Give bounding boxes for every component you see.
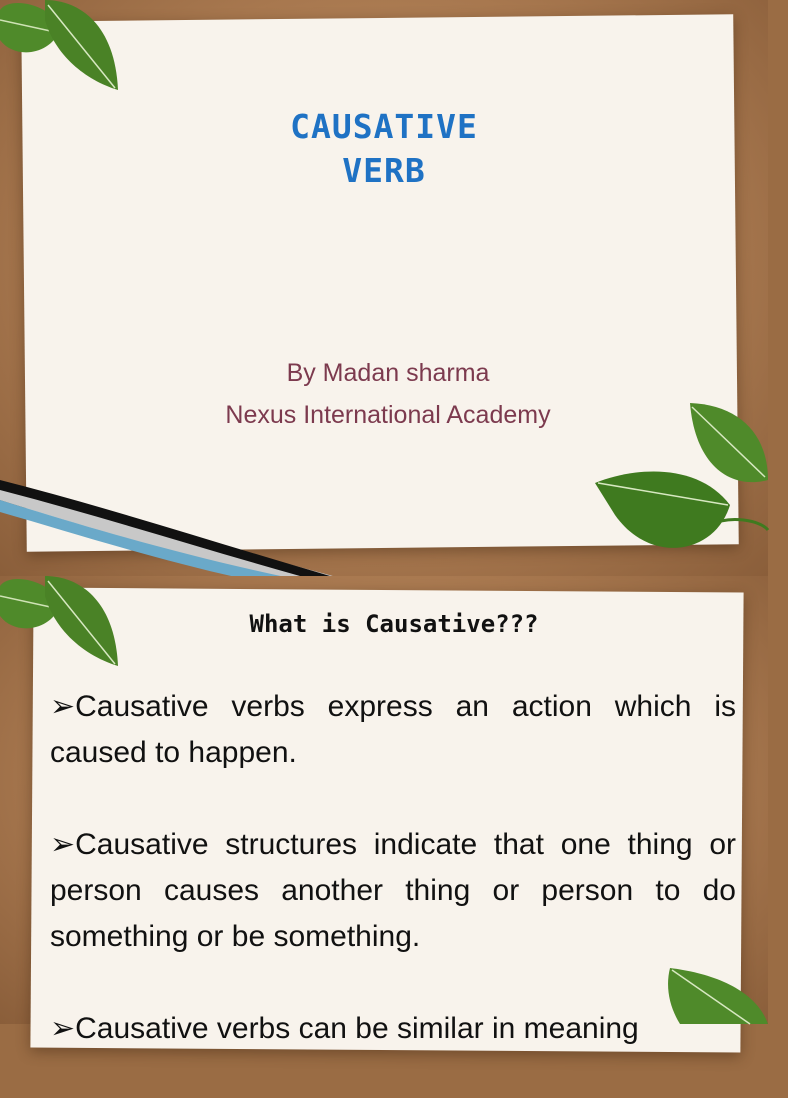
byline bbox=[0, 352, 776, 436]
swoosh-decoration bbox=[0, 470, 340, 580]
slide-heading: What is Causative??? bbox=[249, 610, 539, 638]
title-line: VERB bbox=[342, 151, 426, 190]
leaf-icon bbox=[0, 0, 130, 100]
author-name: By Madan sharma bbox=[286, 359, 490, 387]
leaf-icon bbox=[660, 968, 768, 1024]
arrow-bullet-icon: ➢ bbox=[50, 1012, 76, 1045]
list-item bbox=[50, 1006, 736, 1052]
arrow-bullet-icon: ➢ bbox=[50, 828, 76, 861]
bullet-text: Causative verbs express an action which is caused to happen. bbox=[50, 690, 736, 769]
content-slide bbox=[0, 576, 768, 1045]
list-item bbox=[50, 822, 736, 960]
arrow-bullet-icon: ➢ bbox=[50, 690, 76, 723]
title-line: CAUSATIVE bbox=[290, 107, 478, 146]
institution-name: Nexus International Academy bbox=[225, 401, 551, 429]
bullet-list bbox=[50, 684, 736, 1098]
list-item bbox=[50, 684, 736, 776]
slide-title bbox=[0, 105, 768, 193]
bullet-text: Causative verbs can be similar in meaning bbox=[75, 1012, 639, 1045]
bullet-text: Causative structures indicate that one thing or person causes another thing or person to do something or be something. bbox=[50, 828, 736, 953]
